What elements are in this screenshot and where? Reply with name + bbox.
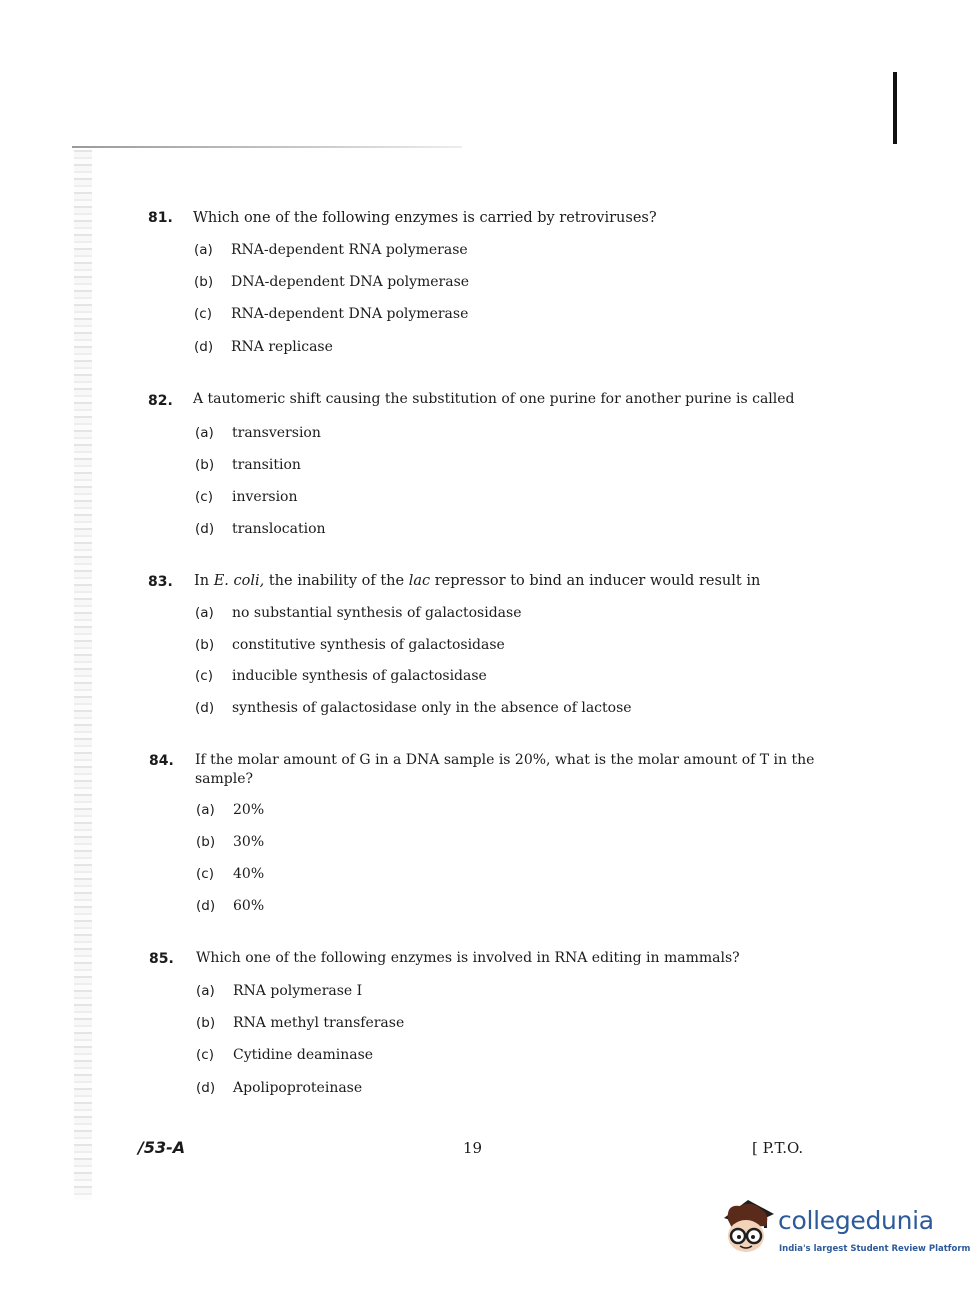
option-text: synthesis of galactosidase only in the absence of lactose (232, 700, 632, 716)
organism-name: E. coli, (213, 573, 265, 589)
pto-note: [ P.T.O. (752, 1139, 804, 1157)
option-label: (a) (196, 802, 215, 818)
option-text: inversion (232, 489, 298, 505)
option-label: (b) (196, 834, 216, 850)
option-text: RNA polymerase I (233, 983, 363, 999)
question-text: If the molar amount of G in a DNA sample is 20%, what is the molar amount of T in the sample? (195, 752, 815, 787)
mascot-icon (718, 1196, 778, 1266)
option-text: transition (232, 457, 301, 473)
question-text-suffix: repressor to bind an inducer would result in (430, 573, 761, 589)
logo-tagline: India's largest Student Review Platform (779, 1244, 971, 1254)
question-text: Which one of the following enzymes is carried by retroviruses? (193, 210, 657, 226)
option-text: transversion (232, 425, 321, 441)
question-number: 84. (149, 753, 174, 769)
question-number: 83. (148, 574, 173, 590)
question-text (194, 572, 814, 591)
option-text: Cytidine deaminase (233, 1047, 374, 1063)
option-label: (a) (196, 983, 215, 999)
option-label: (a) (195, 605, 214, 621)
option-label: (a) (194, 242, 213, 258)
header-rule (72, 146, 462, 148)
option-text: 40% (233, 866, 265, 882)
option-label: (c) (194, 306, 212, 322)
option-label: (c) (196, 1047, 214, 1063)
option-label: (d) (196, 898, 216, 914)
option-label: (c) (195, 668, 213, 684)
question-text-prefix: In (194, 573, 214, 589)
option-text: RNA methyl transferase (233, 1015, 405, 1031)
option-text: constitutive synthesis of galactosidase (232, 637, 505, 653)
gene-name: lac (408, 573, 431, 589)
binding-mark (893, 72, 897, 144)
collegedunia-logo (718, 1196, 971, 1266)
option-label: (c) (196, 866, 214, 882)
option-text: no substantial synthesis of galactosidase (232, 605, 522, 621)
option-label: (b) (195, 637, 215, 653)
question-number: 82. (148, 393, 173, 409)
option-text: RNA-dependent DNA polymerase (231, 306, 469, 322)
option-text: DNA-dependent DNA polymerase (231, 274, 470, 290)
option-label: (b) (194, 274, 214, 290)
question-number: 85. (149, 951, 174, 967)
option-text: RNA-dependent RNA polymerase (231, 242, 468, 258)
option-label: (b) (195, 457, 215, 473)
option-text: 60% (233, 898, 265, 914)
option-label: (b) (196, 1015, 216, 1031)
option-text: translocation (232, 521, 326, 537)
page-number: 19 (463, 1139, 483, 1157)
option-label: (d) (194, 339, 214, 355)
option-text: 30% (233, 834, 265, 850)
paper-code: /53-A (138, 1138, 186, 1157)
option-text: inducible synthesis of galactosidase (232, 668, 487, 684)
question-text: Which one of the following enzymes is involved in RNA editing in mammals? (196, 950, 740, 966)
option-text: 20% (233, 802, 265, 818)
logo-wordmark: collegedunia (778, 1206, 934, 1235)
option-label: (a) (195, 425, 214, 441)
question-text: A tautomeric shift causing the substitution of one purine for another purine is called (193, 391, 795, 407)
option-text: Apolipoproteinase (233, 1080, 363, 1096)
option-text: RNA replicase (231, 339, 333, 355)
option-label: (d) (196, 1080, 216, 1096)
option-label: (c) (195, 489, 213, 505)
question-text-middle: the inability of the (264, 573, 409, 589)
question-number: 81. (148, 210, 173, 226)
scan-binding-edge (74, 150, 92, 1200)
option-label: (d) (195, 521, 215, 537)
option-label: (d) (195, 700, 215, 716)
